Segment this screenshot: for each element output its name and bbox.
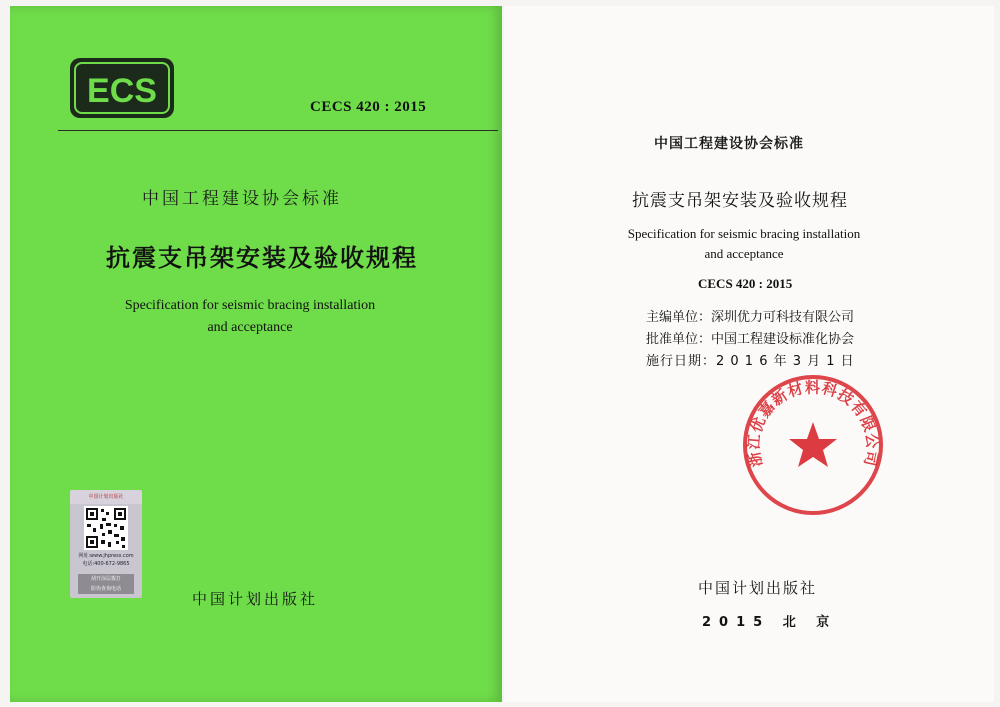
scratch-line1: 刮开涂层拨打 <box>90 576 121 582</box>
svg-text:浙江优嘉新材料科技有限公司: 浙江优嘉新材料科技有限公司 <box>744 378 882 469</box>
logo-text: ECS <box>87 72 157 110</box>
qr-code-icon <box>84 506 128 550</box>
page-title-en-line1: Specification for seismic bracing installation <box>627 226 861 241</box>
page-title-en <box>604 224 884 264</box>
front-cover <box>10 6 502 702</box>
cover-title-cn: 抗震支吊架安装及验收规程 <box>106 244 418 272</box>
chief-editor-unit: 主编单位：深圳优力可科技有限公司 <box>646 310 855 325</box>
standard-code: CECS 420 : 2015 <box>310 99 427 115</box>
publisher-label: 中国计划出版社 <box>698 579 818 597</box>
ecs-logo <box>68 56 176 120</box>
cover-title-en-line1: Specification for seismic bracing installation <box>124 298 376 313</box>
page-title-cn: 抗震支吊架安装及验收规程 <box>632 191 848 211</box>
cover-title-en <box>110 295 390 339</box>
page-title-en-line2: and acceptance <box>704 246 784 261</box>
title-page <box>504 6 994 702</box>
sticker-url: 网址:www.jhpress.com <box>78 553 134 559</box>
scratch-panel <box>78 574 134 594</box>
organization-label: 中国工程建设协会标准 <box>654 136 804 152</box>
company-seal-icon <box>740 372 886 518</box>
cover-title-en-line2: and acceptance <box>207 320 293 335</box>
divider <box>58 130 498 131</box>
publisher-label: 中国计划出版社 <box>192 590 319 608</box>
scratch-line2: 防伪查询电话 <box>90 586 121 592</box>
standard-code: CECS 420 : 2015 <box>698 276 793 291</box>
anti-counterfeit-sticker <box>70 490 142 598</box>
organization-label: 中国工程建设协会标准 <box>142 189 342 209</box>
approval-unit: 批准单位：中国工程建设标准化协会 <box>646 332 855 347</box>
sticker-header: 中国计划出版社 <box>70 490 142 504</box>
sticker-phone: 电话:400-672-9865 <box>82 561 130 567</box>
publication-year-city: 2015 北 京 <box>702 615 838 630</box>
effective-date: 施行日期：2 0 1 6 年 3 月 1 日 <box>646 354 855 369</box>
